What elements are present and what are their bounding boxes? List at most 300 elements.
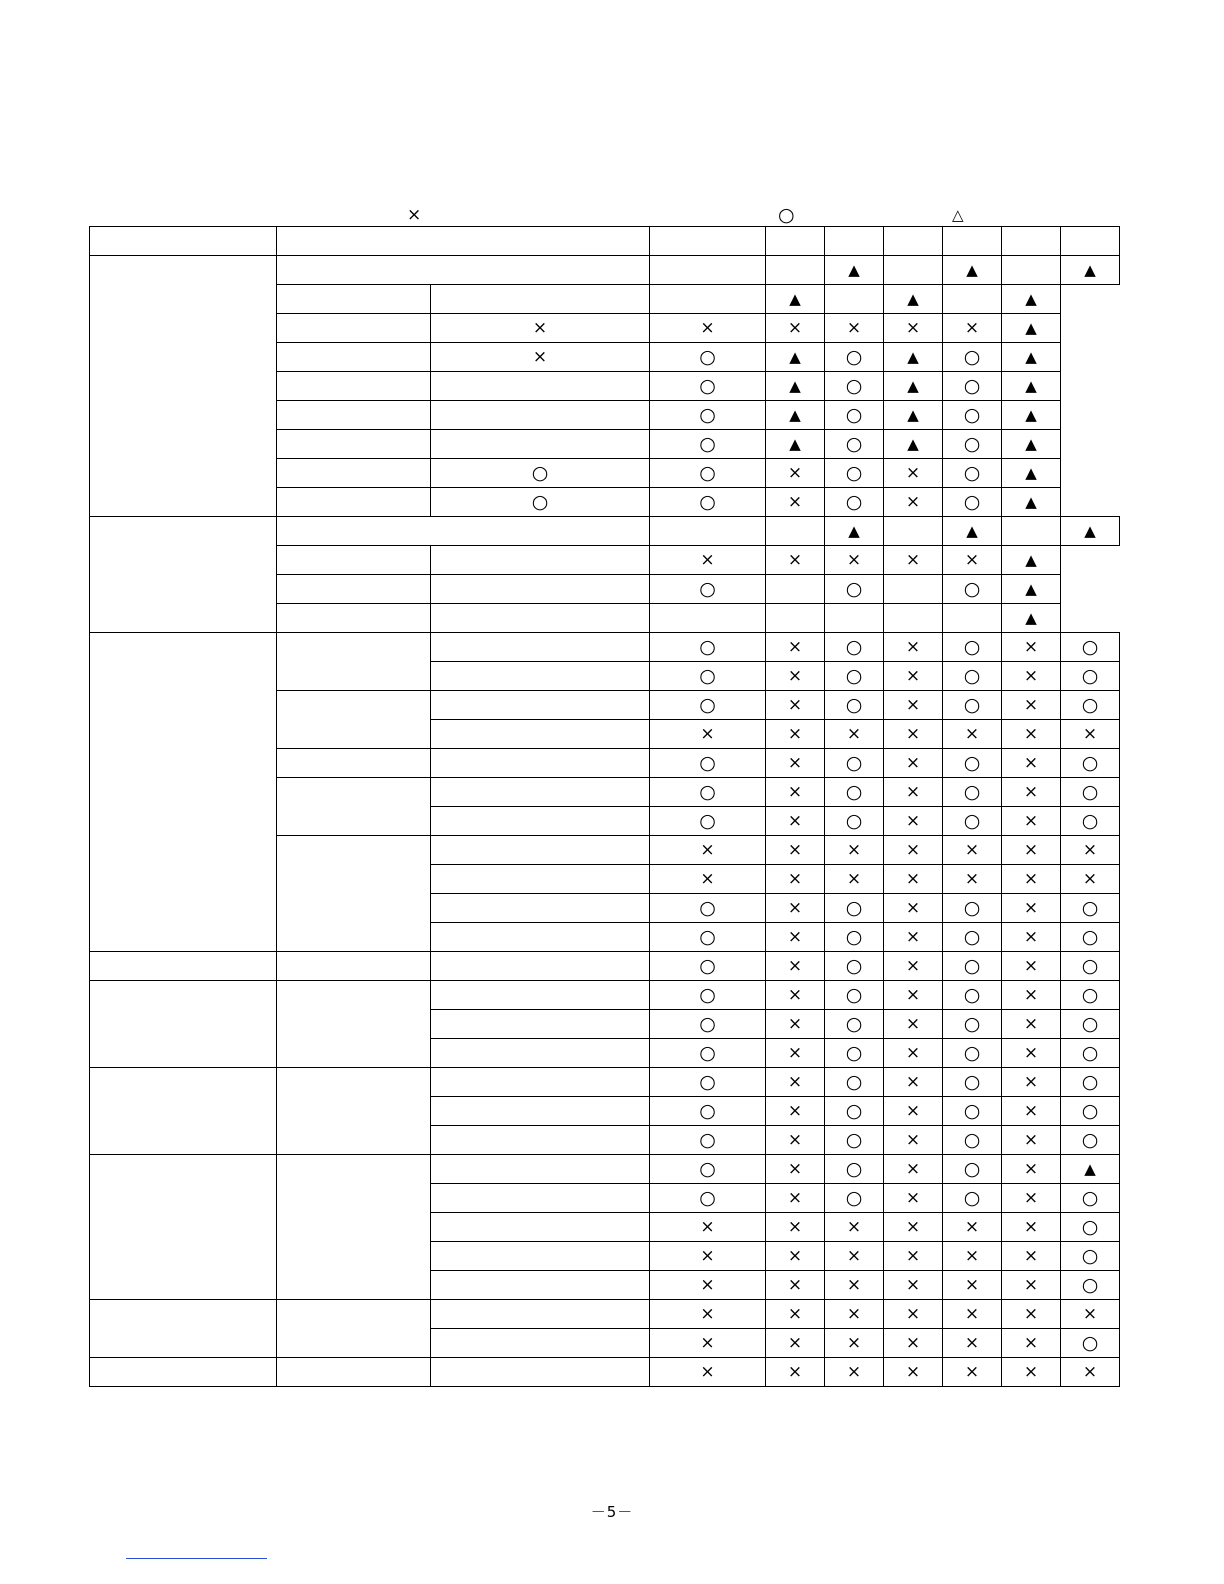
circle-mark: ○ bbox=[531, 490, 549, 513]
filled-triangle-mark: ▲ bbox=[907, 290, 919, 308]
header-cell-5 bbox=[825, 227, 884, 256]
mark-cell bbox=[884, 575, 943, 604]
sub-label-cell bbox=[277, 749, 431, 778]
mark-cell bbox=[1061, 1271, 1120, 1300]
item-label-cell bbox=[431, 894, 650, 923]
table-row bbox=[90, 1155, 1120, 1184]
table-row bbox=[90, 633, 1120, 662]
sub-label-cell bbox=[277, 1358, 431, 1387]
mark-cell bbox=[1061, 1358, 1120, 1387]
mark-cell bbox=[943, 1039, 1002, 1068]
mark-cell bbox=[884, 256, 943, 285]
filled-triangle-mark: ▲ bbox=[1025, 319, 1037, 337]
mark-cell bbox=[825, 662, 884, 691]
circle-mark: ○ bbox=[963, 1157, 981, 1180]
mark-cell bbox=[1002, 749, 1061, 778]
sub-label-cell bbox=[277, 981, 431, 1068]
cross-mark: × bbox=[787, 1101, 803, 1121]
circle-mark: ○ bbox=[1081, 1099, 1099, 1122]
mark-cell bbox=[1002, 1242, 1061, 1271]
mark-cell bbox=[825, 981, 884, 1010]
table-row bbox=[90, 1358, 1120, 1387]
circle-mark: ○ bbox=[845, 1157, 863, 1180]
item-label-cell bbox=[277, 430, 431, 459]
cross-mark: × bbox=[1023, 753, 1039, 773]
mark-cell bbox=[825, 372, 884, 401]
circle-mark: ○ bbox=[699, 374, 716, 397]
mark-cell bbox=[825, 1010, 884, 1039]
mark-cell bbox=[1002, 372, 1061, 401]
mark-cell bbox=[650, 981, 766, 1010]
cross-mark: × bbox=[1023, 956, 1039, 976]
header-cell-3 bbox=[650, 227, 766, 256]
mark-cell bbox=[884, 604, 943, 633]
mark-cell bbox=[943, 1184, 1002, 1213]
mark-cell bbox=[766, 1010, 825, 1039]
filled-triangle-mark: ▲ bbox=[1084, 261, 1096, 279]
circle-mark: ○ bbox=[1081, 983, 1099, 1006]
item-label-cell bbox=[277, 517, 650, 546]
cross-mark: × bbox=[787, 1217, 803, 1237]
mark-cell bbox=[1002, 488, 1061, 517]
mark-cell bbox=[1002, 952, 1061, 981]
cross-mark: × bbox=[787, 1246, 803, 1266]
cross-mark: × bbox=[1023, 1043, 1039, 1063]
cross-mark: × bbox=[1023, 1159, 1039, 1179]
mark-cell bbox=[766, 1155, 825, 1184]
mark-cell bbox=[650, 807, 766, 836]
filled-triangle-mark: ▲ bbox=[1025, 290, 1037, 308]
circle-mark: ○ bbox=[699, 635, 716, 658]
item-label-cell bbox=[431, 952, 650, 981]
mark-cell bbox=[766, 836, 825, 865]
mark-cell bbox=[884, 459, 943, 488]
mark-cell bbox=[1061, 1126, 1120, 1155]
mark-cell bbox=[1002, 517, 1061, 546]
mark-cell bbox=[884, 343, 943, 372]
filled-triangle-mark: ▲ bbox=[1025, 580, 1037, 598]
circle-mark: ○ bbox=[845, 1070, 863, 1093]
mark-cell bbox=[943, 952, 1002, 981]
mark-cell bbox=[650, 1097, 766, 1126]
mark-cell bbox=[650, 952, 766, 981]
mark-cell bbox=[943, 314, 1002, 343]
mark-cell bbox=[1002, 1358, 1061, 1387]
cross-mark: × bbox=[905, 1333, 921, 1353]
mark-cell bbox=[1061, 1039, 1120, 1068]
item-label-cell bbox=[277, 314, 431, 343]
legend-triangle: △ bbox=[952, 206, 964, 224]
circle-mark: ○ bbox=[699, 925, 716, 948]
sub-label-cell bbox=[277, 1155, 431, 1300]
mark-cell bbox=[1002, 1155, 1061, 1184]
mark-cell bbox=[1061, 923, 1120, 952]
mark-cell bbox=[943, 720, 1002, 749]
cross-mark: × bbox=[905, 1275, 921, 1295]
mark-cell bbox=[766, 604, 825, 633]
cross-mark: × bbox=[700, 1362, 715, 1382]
mark-cell bbox=[884, 1068, 943, 1097]
mark-cell bbox=[766, 314, 825, 343]
cross-mark: × bbox=[846, 1304, 862, 1324]
cross-mark: × bbox=[787, 724, 803, 744]
cross-mark: × bbox=[532, 347, 548, 367]
circle-mark: ○ bbox=[845, 461, 863, 484]
mark-cell bbox=[825, 778, 884, 807]
circle-mark: ○ bbox=[845, 432, 863, 455]
mark-cell bbox=[943, 1242, 1002, 1271]
cross-mark: × bbox=[787, 927, 803, 947]
mark-cell bbox=[884, 1358, 943, 1387]
circle-mark: ○ bbox=[963, 403, 981, 426]
mark-cell bbox=[766, 633, 825, 662]
mark-cell bbox=[884, 285, 943, 314]
cross-mark: × bbox=[787, 1159, 803, 1179]
mark-cell bbox=[1061, 256, 1120, 285]
circle-mark: ○ bbox=[699, 896, 716, 919]
cross-mark: × bbox=[1023, 1246, 1039, 1266]
circle-mark: ○ bbox=[1081, 664, 1099, 687]
circle-mark: ○ bbox=[963, 1012, 981, 1035]
mark-cell bbox=[943, 517, 1002, 546]
circle-mark: ○ bbox=[1081, 925, 1099, 948]
mark-cell bbox=[884, 1271, 943, 1300]
mark-cell bbox=[1061, 894, 1120, 923]
mark-cell bbox=[825, 314, 884, 343]
mark-cell bbox=[1002, 256, 1061, 285]
mark-cell bbox=[766, 546, 825, 575]
mark-cell bbox=[884, 1010, 943, 1039]
mark-cell bbox=[431, 604, 650, 633]
mark-cell bbox=[943, 807, 1002, 836]
cross-mark: × bbox=[905, 724, 921, 744]
cross-mark: × bbox=[700, 1246, 715, 1266]
mark-cell bbox=[1002, 604, 1061, 633]
cross-mark: × bbox=[846, 318, 862, 338]
circle-mark: ○ bbox=[699, 954, 716, 977]
compatibility-table bbox=[89, 226, 1120, 1387]
mark-cell bbox=[650, 256, 766, 285]
circle-mark: ○ bbox=[1081, 896, 1099, 919]
item-label-cell bbox=[431, 691, 650, 720]
circle-mark: ○ bbox=[845, 490, 863, 513]
cross-mark: × bbox=[1023, 1101, 1039, 1121]
circle-mark: ○ bbox=[963, 1070, 981, 1093]
mark-cell bbox=[943, 662, 1002, 691]
circle-mark: ○ bbox=[845, 664, 863, 687]
mark-cell bbox=[943, 691, 1002, 720]
cross-mark: × bbox=[1082, 724, 1098, 744]
circle-mark: ○ bbox=[1081, 780, 1099, 803]
cross-mark: × bbox=[1023, 782, 1039, 802]
circle-mark: ○ bbox=[845, 1041, 863, 1064]
cross-mark: × bbox=[905, 637, 921, 657]
cross-mark: × bbox=[846, 1275, 862, 1295]
mark-cell bbox=[1002, 981, 1061, 1010]
cross-mark: × bbox=[1023, 869, 1039, 889]
cross-mark: × bbox=[846, 869, 862, 889]
cross-mark: × bbox=[846, 1333, 862, 1353]
mark-cell bbox=[943, 894, 1002, 923]
mark-cell bbox=[650, 778, 766, 807]
mark-cell bbox=[1002, 1300, 1061, 1329]
header-cell-1 bbox=[90, 227, 277, 256]
cross-mark: × bbox=[1023, 1275, 1039, 1295]
mark-cell bbox=[884, 807, 943, 836]
circle-mark: ○ bbox=[845, 896, 863, 919]
mark-cell bbox=[1061, 1010, 1120, 1039]
mark-cell bbox=[766, 372, 825, 401]
mark-cell bbox=[1002, 343, 1061, 372]
cross-mark: × bbox=[1023, 1217, 1039, 1237]
filled-triangle-mark: ▲ bbox=[1025, 348, 1037, 366]
mark-cell bbox=[650, 1329, 766, 1358]
item-label-cell bbox=[431, 778, 650, 807]
mark-cell bbox=[766, 923, 825, 952]
circle-mark: ○ bbox=[845, 780, 863, 803]
mark-cell bbox=[1002, 865, 1061, 894]
mark-cell bbox=[431, 285, 650, 314]
filled-triangle-mark: ▲ bbox=[907, 435, 919, 453]
item-label-cell bbox=[431, 1010, 650, 1039]
mark-cell bbox=[943, 1213, 1002, 1242]
mark-cell bbox=[1061, 662, 1120, 691]
item-label-cell bbox=[277, 372, 431, 401]
cross-mark: × bbox=[964, 1246, 980, 1266]
circle-mark: ○ bbox=[1081, 1012, 1099, 1035]
mark-cell bbox=[650, 1358, 766, 1387]
mark-cell bbox=[825, 604, 884, 633]
mark-cell bbox=[1002, 662, 1061, 691]
mark-cell bbox=[825, 865, 884, 894]
circle-mark: ○ bbox=[845, 954, 863, 977]
circle-mark: ○ bbox=[699, 1186, 716, 1209]
filled-triangle-mark: ▲ bbox=[789, 406, 801, 424]
mark-cell bbox=[884, 1097, 943, 1126]
cross-mark: × bbox=[905, 492, 921, 512]
item-label-cell bbox=[431, 1271, 650, 1300]
mark-cell bbox=[825, 836, 884, 865]
cross-mark: × bbox=[1023, 1362, 1039, 1382]
item-label-cell bbox=[431, 1155, 650, 1184]
item-label-cell bbox=[431, 923, 650, 952]
mark-cell bbox=[1061, 1184, 1120, 1213]
mark-cell bbox=[884, 923, 943, 952]
item-label-cell bbox=[431, 749, 650, 778]
cross-mark: × bbox=[787, 782, 803, 802]
mark-cell bbox=[766, 430, 825, 459]
mark-cell bbox=[431, 575, 650, 604]
cross-mark: × bbox=[1023, 840, 1039, 860]
mark-cell bbox=[884, 778, 943, 807]
mark-cell bbox=[1061, 1213, 1120, 1242]
mark-cell bbox=[943, 778, 1002, 807]
cross-mark: × bbox=[700, 318, 715, 338]
cross-mark: × bbox=[905, 869, 921, 889]
mark-cell bbox=[884, 749, 943, 778]
mark-cell bbox=[884, 1300, 943, 1329]
mark-cell bbox=[650, 488, 766, 517]
cross-mark: × bbox=[1023, 1304, 1039, 1324]
circle-mark: ○ bbox=[963, 490, 981, 513]
mark-cell bbox=[650, 1039, 766, 1068]
header-cell-9 bbox=[1061, 227, 1120, 256]
mark-cell bbox=[943, 256, 1002, 285]
cross-mark: × bbox=[787, 318, 803, 338]
mark-cell bbox=[650, 923, 766, 952]
circle-mark: ○ bbox=[963, 925, 981, 948]
group-label-cell bbox=[90, 1358, 277, 1387]
cross-mark: × bbox=[532, 318, 548, 338]
mark-cell bbox=[766, 807, 825, 836]
cross-mark: × bbox=[905, 1217, 921, 1237]
cross-mark: × bbox=[787, 1072, 803, 1092]
mark-cell bbox=[884, 865, 943, 894]
mark-cell bbox=[825, 285, 884, 314]
cross-mark: × bbox=[846, 724, 862, 744]
cross-mark: × bbox=[1082, 840, 1098, 860]
mark-cell bbox=[766, 1068, 825, 1097]
mark-cell bbox=[650, 865, 766, 894]
mark-cell bbox=[1002, 1329, 1061, 1358]
group-label-cell bbox=[90, 1300, 277, 1358]
sub-label-cell bbox=[277, 633, 431, 691]
cross-mark: × bbox=[846, 1246, 862, 1266]
cross-mark: × bbox=[905, 927, 921, 947]
mark-cell bbox=[825, 1097, 884, 1126]
mark-cell bbox=[650, 1242, 766, 1271]
mark-cell bbox=[650, 749, 766, 778]
cross-mark: × bbox=[964, 1333, 980, 1353]
item-label-cell bbox=[431, 1126, 650, 1155]
item-label-cell bbox=[431, 807, 650, 836]
mark-cell bbox=[650, 633, 766, 662]
mark-cell bbox=[825, 517, 884, 546]
cross-mark: × bbox=[700, 1333, 715, 1353]
cross-mark: × bbox=[1023, 1333, 1039, 1353]
mark-cell bbox=[884, 691, 943, 720]
mark-cell bbox=[884, 1213, 943, 1242]
mark-cell bbox=[1002, 894, 1061, 923]
mark-cell bbox=[884, 430, 943, 459]
mark-cell bbox=[431, 459, 650, 488]
cross-mark: × bbox=[787, 1275, 803, 1295]
mark-cell bbox=[884, 401, 943, 430]
circle-mark: ○ bbox=[699, 1099, 716, 1122]
mark-cell bbox=[825, 256, 884, 285]
mark-cell bbox=[825, 720, 884, 749]
mark-cell bbox=[650, 604, 766, 633]
mark-cell bbox=[431, 343, 650, 372]
mark-cell bbox=[943, 749, 1002, 778]
circle-mark: ○ bbox=[699, 345, 716, 368]
circle-mark: ○ bbox=[845, 809, 863, 832]
filled-triangle-mark: ▲ bbox=[848, 522, 860, 540]
circle-mark: ○ bbox=[699, 577, 716, 600]
circle-mark: ○ bbox=[845, 751, 863, 774]
circle-mark: ○ bbox=[845, 1099, 863, 1122]
circle-mark: ○ bbox=[963, 345, 981, 368]
cross-mark: × bbox=[905, 782, 921, 802]
mark-cell bbox=[884, 1242, 943, 1271]
mark-cell bbox=[884, 314, 943, 343]
filled-triangle-mark: ▲ bbox=[1025, 551, 1037, 569]
mark-cell bbox=[825, 1213, 884, 1242]
mark-cell bbox=[825, 633, 884, 662]
mark-cell bbox=[825, 894, 884, 923]
group-label-cell bbox=[90, 633, 277, 952]
mark-cell bbox=[1061, 749, 1120, 778]
mark-cell bbox=[650, 401, 766, 430]
mark-cell bbox=[1002, 691, 1061, 720]
mark-cell bbox=[825, 575, 884, 604]
mark-cell bbox=[1002, 285, 1061, 314]
cross-mark: × bbox=[905, 840, 921, 860]
filled-triangle-mark: ▲ bbox=[966, 261, 978, 279]
cross-mark: × bbox=[964, 840, 980, 860]
cross-mark: × bbox=[905, 1043, 921, 1063]
mark-cell bbox=[825, 401, 884, 430]
cross-mark: × bbox=[787, 956, 803, 976]
mark-cell bbox=[766, 1329, 825, 1358]
circle-mark: ○ bbox=[845, 345, 863, 368]
mark-cell bbox=[650, 314, 766, 343]
mark-cell bbox=[825, 1155, 884, 1184]
header-cell-7 bbox=[943, 227, 1002, 256]
cross-mark: × bbox=[1082, 869, 1098, 889]
mark-cell bbox=[1002, 1271, 1061, 1300]
mark-cell bbox=[650, 1184, 766, 1213]
cross-mark: × bbox=[964, 1304, 980, 1324]
circle-mark: ○ bbox=[1081, 693, 1099, 716]
mark-cell bbox=[650, 1300, 766, 1329]
cross-mark: × bbox=[846, 1217, 862, 1237]
mark-cell bbox=[825, 1242, 884, 1271]
item-label-cell bbox=[431, 662, 650, 691]
mark-cell bbox=[766, 401, 825, 430]
circle-mark: ○ bbox=[845, 1128, 863, 1151]
circle-mark: ○ bbox=[845, 925, 863, 948]
cross-mark: × bbox=[905, 1304, 921, 1324]
sub-label-cell bbox=[277, 1300, 431, 1358]
circle-mark: ○ bbox=[845, 577, 863, 600]
mark-cell bbox=[943, 923, 1002, 952]
header-cell-4 bbox=[766, 227, 825, 256]
circle-mark: ○ bbox=[531, 461, 549, 484]
mark-cell bbox=[766, 488, 825, 517]
item-label-cell bbox=[431, 1039, 650, 1068]
cross-mark: × bbox=[787, 1333, 803, 1353]
mark-cell bbox=[650, 372, 766, 401]
cross-mark: × bbox=[787, 985, 803, 1005]
cross-mark: × bbox=[905, 1188, 921, 1208]
mark-cell bbox=[1002, 1213, 1061, 1242]
mark-cell bbox=[884, 894, 943, 923]
mark-cell bbox=[431, 372, 650, 401]
cross-mark: × bbox=[700, 1217, 715, 1237]
circle-mark: ○ bbox=[845, 1012, 863, 1035]
mark-cell bbox=[766, 1300, 825, 1329]
group-label-cell bbox=[90, 1155, 277, 1300]
circle-mark: ○ bbox=[699, 432, 716, 455]
filled-triangle-mark: ▲ bbox=[789, 377, 801, 395]
cross-mark: × bbox=[787, 811, 803, 831]
circle-mark: ○ bbox=[963, 983, 981, 1006]
circle-mark: ○ bbox=[845, 1186, 863, 1209]
cross-mark: × bbox=[964, 550, 980, 570]
mark-cell bbox=[884, 1039, 943, 1068]
cross-mark: × bbox=[846, 1362, 862, 1382]
